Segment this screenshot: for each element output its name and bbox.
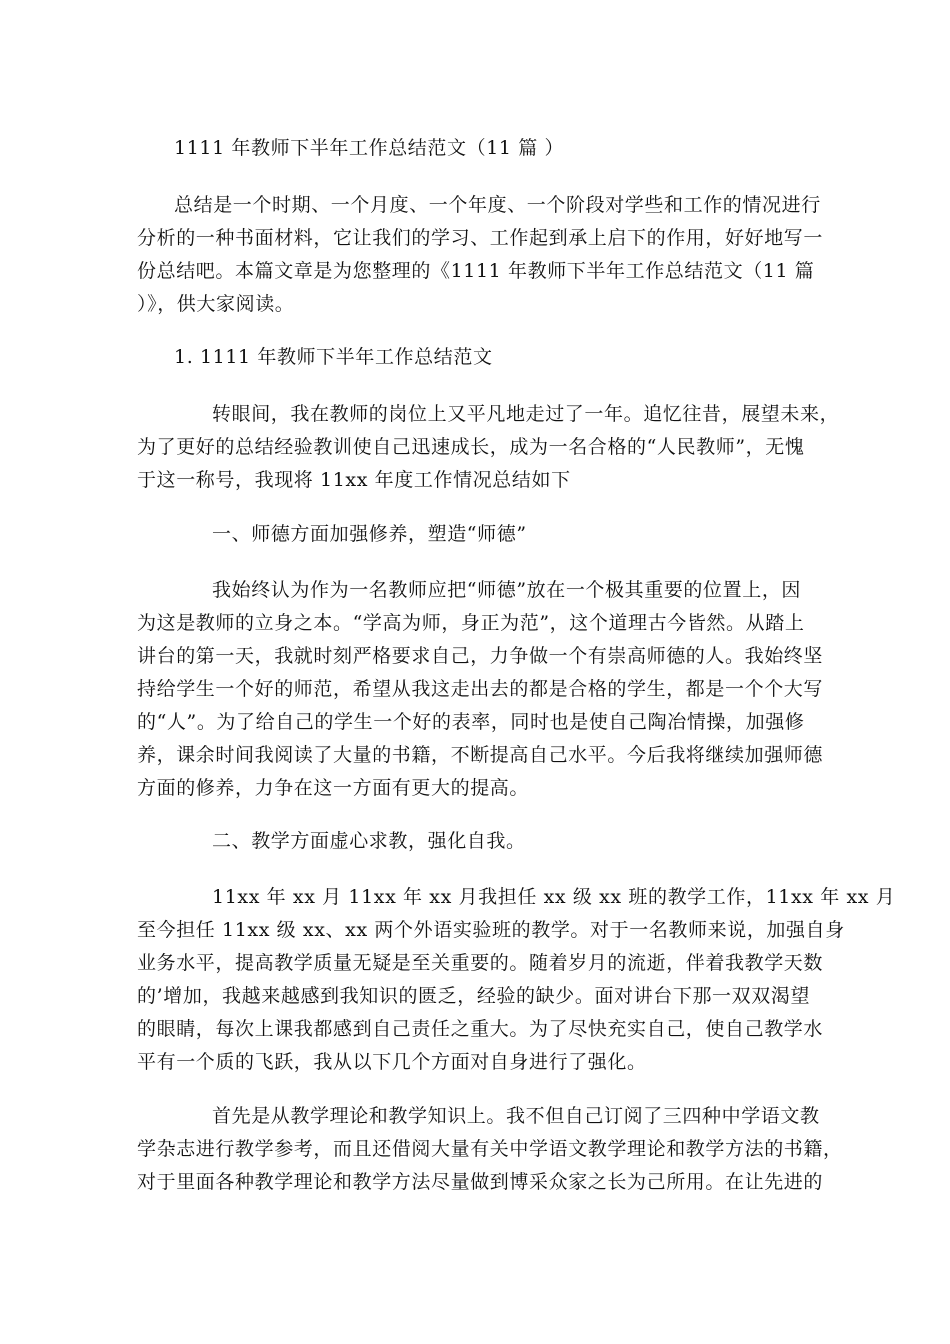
intro-line: 分析的一种书面材料，它让我们的学习、工作起到承上启下的作用，好好地写一 — [137, 227, 824, 249]
paragraph-line: 的眼睛，每次上课我都感到自己责任之重大。为了尽快充实自己，使自己教学水 — [137, 1018, 824, 1040]
sub-heading: 一、师德方面加强修养，塑造“师德” — [212, 523, 527, 545]
section-heading: 1. 1111 年教师下半年工作总结范文 — [174, 346, 493, 368]
paragraph-line: 为这是教师的立身之本。“学高为师，身正为范”，这个道理古今皆然。从踏上 — [137, 612, 805, 634]
intro-line: ）》，供大家阅读。 — [137, 293, 295, 315]
paragraph-line: 11xx 年 xx 月 11xx 年 xx 月我担任 xx 级 xx 班的教学工作，11xx 年 xx 月 — [212, 886, 896, 908]
paragraph-line: 首先是从教学理论和教学知识上。我不但自己订阅了三四种中学语文教 — [212, 1105, 820, 1127]
paragraph-line: 至今担任 11xx 级 xx、xx 两个外语实验班的教学。对于一名教师来说，加强自身 — [137, 919, 845, 941]
paragraph-line: 的“人”。为了给自己的学生一个好的表率，同时也是使自己陶冶情操，加强修 — [137, 711, 805, 733]
paragraph-line: 养，课余时间我阅读了大量的书籍，不断提高自己水平。今后我将继续加强师德 — [137, 744, 824, 766]
paragraph-line: 业务水平，提高教学质量无疑是至关重要的。随着岁月的流逝，伴着我教学天数 — [137, 952, 824, 974]
paragraph-line: 对于里面各种教学理论和教学方法尽量做到博采众家之长为己所用。在让先进的 — [137, 1171, 824, 1193]
paragraph-line: 方面的修养，力争在这一方面有更大的提高。 — [137, 777, 530, 799]
paragraph-line: 讲台的第一天，我就时刻严格要求自己，力争做一个有崇高师德的人。我始终坚 — [137, 645, 824, 667]
paragraph-line: 我始终认为作为一名教师应把“师德”放在一个极其重要的位置上，因 — [212, 579, 802, 601]
sub-heading: 二、教学方面虚心求教，强化自我。 — [212, 830, 526, 852]
paragraph-line: 平有一个质的飞跃，我从以下几个方面对自身进行了强化。 — [137, 1051, 647, 1073]
paragraph-line: 的’增加，我越来越感到我知识的匮乏，经验的缺少。面对讲台下那一双双渴望 — [137, 985, 811, 1007]
intro-line: 总结是一个时期、一个月度、一个年度、一个阶段对学些和工作的情况进行 — [174, 194, 821, 216]
paragraph-line: 于这一称号，我现将 11xx 年度工作情况总结如下 — [137, 469, 571, 491]
paragraph-line: 持给学生一个好的师范，希望从我这走出去的都是合格的学生，都是一个个大写 — [137, 678, 824, 700]
paragraph-line: 学杂志进行教学参考，而且还借阅大量有关中学语文教学理论和教学方法的书籍， — [137, 1138, 843, 1160]
paragraph-line: 为了更好的总结经验教训使自己迅速成长，成为一名合格的“人民教师”，无愧 — [137, 436, 805, 458]
document-title: 1111 年教师下半年工作总结范文（11 篇 ） — [174, 137, 565, 159]
intro-line: 份总结吧。本篇文章是为您整理的《1111 年教师下半年工作总结范文（11 篇 — [137, 260, 815, 282]
paragraph-line: 转眼间，我在教师的岗位上又平凡地走过了一年。追忆往昔，展望未来， — [212, 403, 840, 425]
